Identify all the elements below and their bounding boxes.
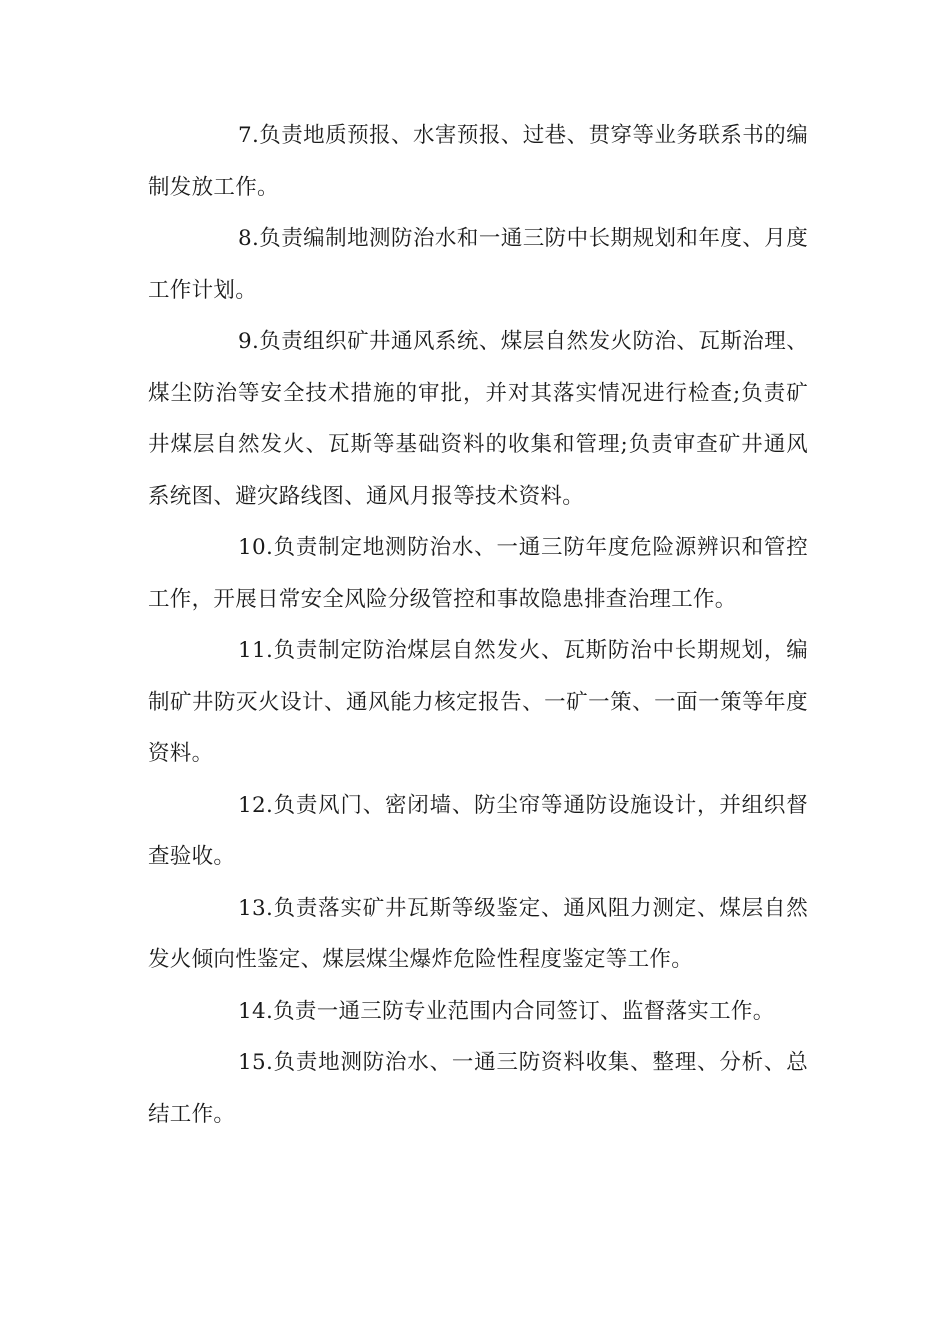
paragraph-item-9: 9.负责组织矿井通风系统、煤层自然发火防治、瓦斯治理、煤尘防治等安全技术措施的审批，并对其落实情况进行检查;负责矿井煤层自然发火、瓦斯等基础资料的收集和管理;负责审查矿井通风系统图、避灾路线图、通风月报等技术资料。	[148, 329, 808, 509]
paragraph-item-10: 10.负责制定地测防治水、一通三防年度危险源辨识和管控工作，开展日常安全风险分级管控和事故隐患排查治理工作。	[148, 535, 808, 612]
paragraph-item-11: 11.负责制定防治煤层自然发火、瓦斯防治中长期规划，编制矿井防灭火设计、通风能力核定报告、一矿一策、一面一策等年度资料。	[148, 638, 808, 766]
paragraph-item-14: 14.负责一通三防专业范围内合同签订、监督落实工作。	[238, 998, 775, 1024]
paragraph-item-8: 8.负责编制地测防治水和一通三防中长期规划和年度、月度工作计划。	[148, 226, 808, 303]
paragraph-item-13: 13.负责落实矿井瓦斯等级鉴定、通风阻力测定、煤层自然发火倾向性鉴定、煤层煤尘爆炸危险性程度鉴定等工作。	[148, 895, 808, 972]
paragraph-item-7: 7.负责地质预报、水害预报、过巷、贯穿等业务联系书的编制发放工作。	[148, 123, 808, 200]
paragraph-item-15: 15.负责地测防治水、一通三防资料收集、整理、分析、总结工作。	[148, 1050, 808, 1127]
paragraph-item-12: 12.负责风门、密闭墙、防尘帘等通防设施设计，并组织督查验收。	[148, 792, 808, 869]
document-body	[148, 110, 808, 1140]
